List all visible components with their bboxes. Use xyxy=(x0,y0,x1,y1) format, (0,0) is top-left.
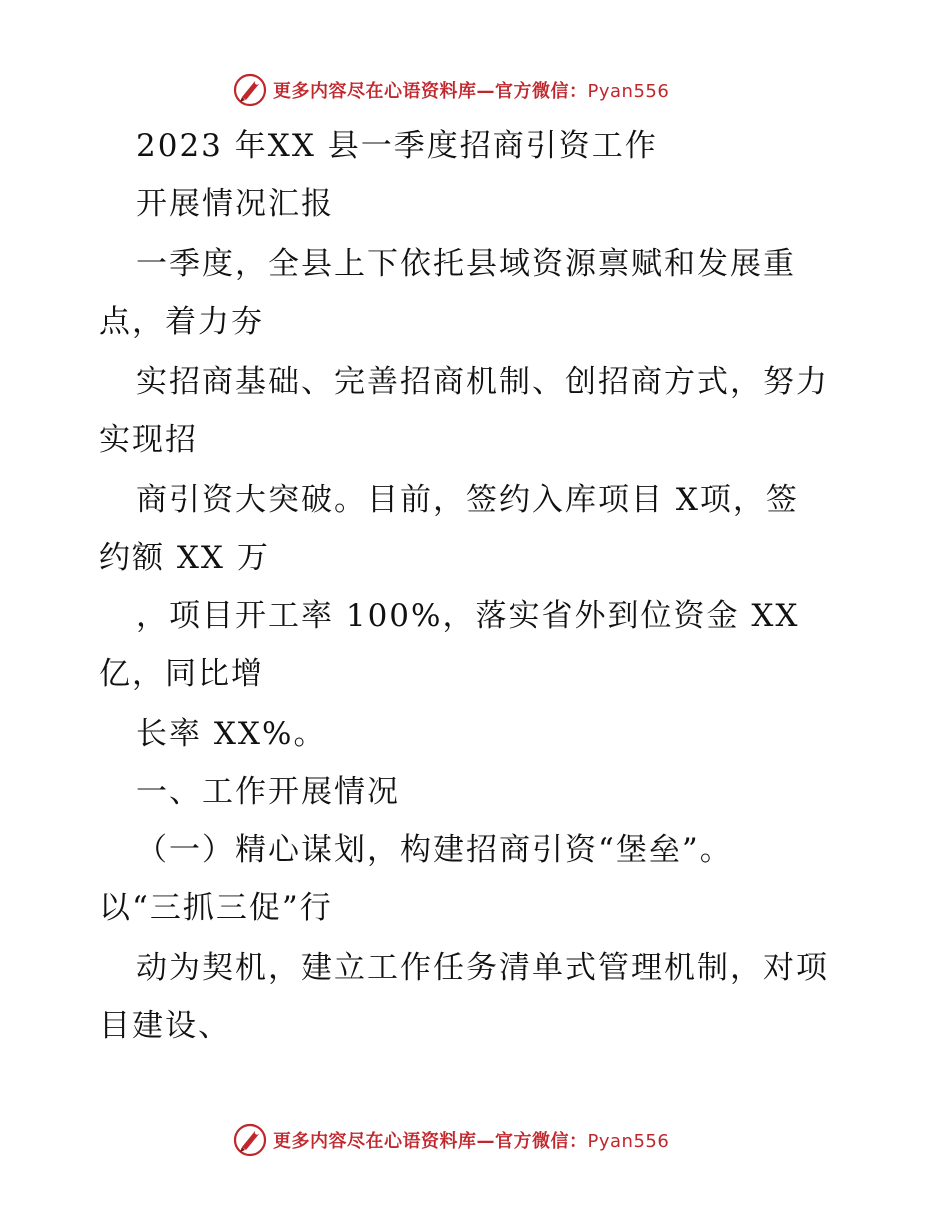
paragraph-line: 亿，同比增 xyxy=(99,656,264,692)
watermark-text xyxy=(273,1127,669,1153)
paragraph-line: 动为契机，建立工作任务清单式管理机制，对项 xyxy=(136,950,829,986)
watermark-footer xyxy=(233,1122,669,1158)
pen-logo-icon xyxy=(233,1123,267,1157)
document-title-line-2: 开展情况汇报 xyxy=(136,186,334,222)
paragraph-line: 实现招 xyxy=(99,422,198,458)
paragraph-line: 以“三抓三促”行 xyxy=(99,890,333,926)
subsection-heading: （一）精心谋划，构建招商引资“堡垒”。 xyxy=(136,832,733,868)
paragraph-line: 实招商基础、完善招商机制、创招商方式，努力 xyxy=(136,364,829,400)
paragraph-line: 长率 XX%。 xyxy=(136,716,327,752)
document-title-line-1: 2023 年XX 县一季度招商引资工作 xyxy=(136,128,658,164)
watermark-wechat-id: Pyan556 xyxy=(587,81,670,102)
paragraph-line: 点，着力夯 xyxy=(99,304,264,340)
paragraph-line: ，项目开工率 100%，落实省外到位资金 XX xyxy=(136,598,800,634)
section-heading: 一、工作开展情况 xyxy=(136,774,400,810)
watermark-wechat-id: Pyan556 xyxy=(587,1131,670,1152)
watermark-label: 更多内容尽在心语资料库—官方微信： xyxy=(273,81,588,102)
paragraph-line: 一季度，全县上下依托县域资源禀赋和发展重 xyxy=(136,246,796,282)
watermark-label: 更多内容尽在心语资料库—官方微信： xyxy=(273,1131,588,1152)
paragraph-line: 商引资大突破。目前，签约入库项目 X项，签 xyxy=(136,482,799,518)
paragraph-line: 目建设、 xyxy=(99,1008,231,1044)
paragraph-line: 约额 XX 万 xyxy=(99,540,270,576)
